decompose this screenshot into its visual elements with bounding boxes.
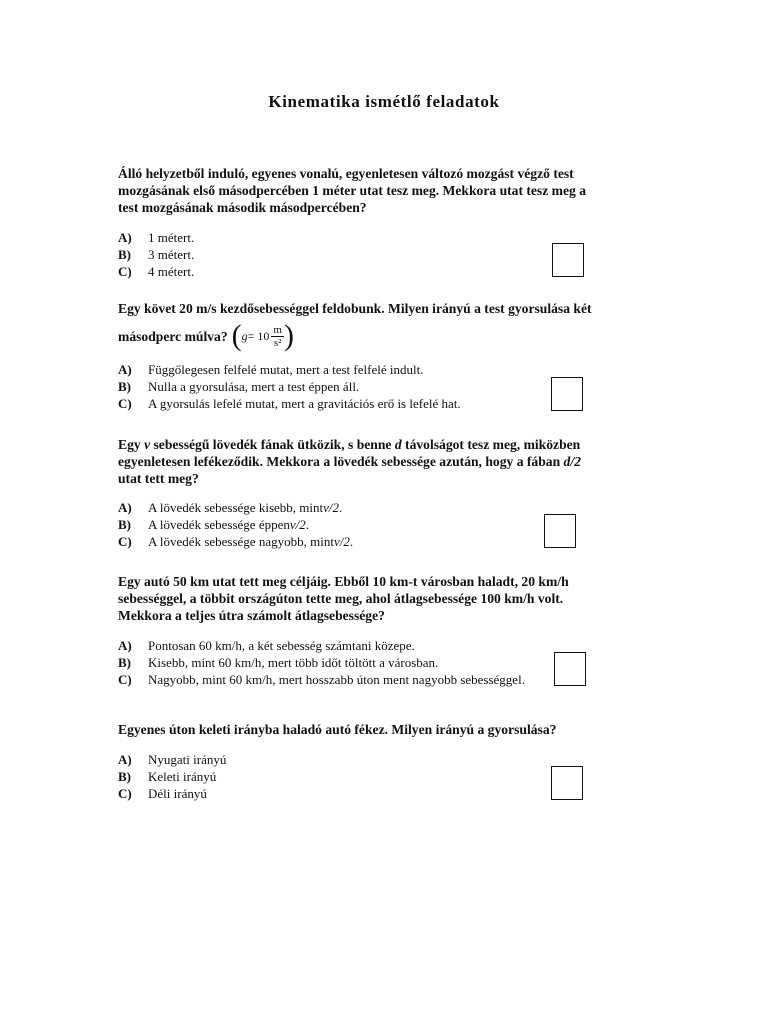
question-2-option-b: B) Nulla a gyorsulása, mert a test éppen áll. [118, 379, 360, 394]
question-3-text: Egy v sebességű lövedék fának ütközik, s benne d távolságot tesz meg, miközben egyenletesen lefékeződik. Mekkora a lövedék sebessége azután, hogy a fában d/2 utat tett meg? [118, 437, 581, 486]
question-4-text: Egy autó 50 km utat tett meg céljáig. Ebből 10 km-t városban haladt, 20 km/h sebességgel, a többit országúton tette meg, ahol átlagsebessége 100 km/h volt. Mekkora a teljes útra számolt átlagsebessége? [118, 574, 569, 623]
unit-fraction: $\frac{m}{\text{s²}}$ [273, 323, 282, 349]
question-4-option-b: B) Kisebb, mint 60 km/h, mert több időt töltött a városban. [118, 655, 439, 670]
question-4-options [118, 637, 558, 688]
question-5-option-a: A) Nyugati irányú [118, 752, 227, 767]
question-4-answer-box[interactable] [554, 652, 586, 686]
question-4-option-a: A) Pontosan 60 km/h, a két sebesség számtani közepe. [118, 638, 415, 653]
question-3-options [118, 499, 558, 550]
question-1-option-a: A) 1 métert. [118, 230, 195, 245]
gravity-formula: ( g = 10 $\frac{m}{\text{s²}}$ ) [231, 319, 294, 352]
question-2-option-a: A) Függőlegesen felfelé mutat, mert a test felfelé indult. [118, 362, 424, 377]
question-5-answer-box[interactable] [551, 766, 583, 800]
question-1-option-b: B) 3 métert. [118, 247, 195, 262]
question-2-options [118, 361, 558, 412]
question-5-options [118, 751, 558, 802]
question-2-text: Egy követ 20 m/s kezdősebességgel feldobunk. Milyen irányú a test gyorsulása két másodperc múlva? ( g = 10 $\frac{m}{\text{s²}}$ ) [118, 301, 592, 352]
question-1-option-c: C) 4 métert. [118, 264, 195, 279]
question-1-text: Álló helyzetből induló, egyenes vonalú, egyenletesen változó mozgást végző test mozgásának első másodpercében 1 méter utat tesz meg. Mekkora utat tesz meg a test mozgásának második másodpercében? [118, 166, 587, 215]
page-title: Kinematika ismétlő feladatok [268, 92, 500, 111]
question-2-answer-box[interactable] [551, 377, 583, 411]
question-3-answer-box[interactable] [544, 514, 576, 548]
question-3-option-a: A) A lövedék sebessége kisebb, mint v/2 . [118, 500, 343, 515]
question-1-answer-box[interactable] [552, 243, 584, 277]
question-4-option-c: C) Nagyobb, mint 60 km/h, mert hosszabb úton ment nagyobb sebességgel. [118, 672, 525, 687]
question-2-option-c: C) A gyorsulás lefelé mutat, mert a gravitációs erő is lefelé hat. [118, 396, 461, 411]
question-5-option-c: C) Déli irányú [118, 786, 207, 801]
question-1-options [118, 229, 558, 280]
question-5-option-b: B) Keleti irányú [118, 769, 217, 784]
question-3-option-c: C) A lövedék sebessége nagyobb, mint v/2 . [118, 534, 354, 549]
question-5-text: Egyenes úton keleti irányba haladó autó fékez. Milyen irányú a gyorsulása? [118, 722, 557, 737]
question-3-option-b: B) A lövedék sebessége éppen v/2 . [118, 517, 310, 532]
